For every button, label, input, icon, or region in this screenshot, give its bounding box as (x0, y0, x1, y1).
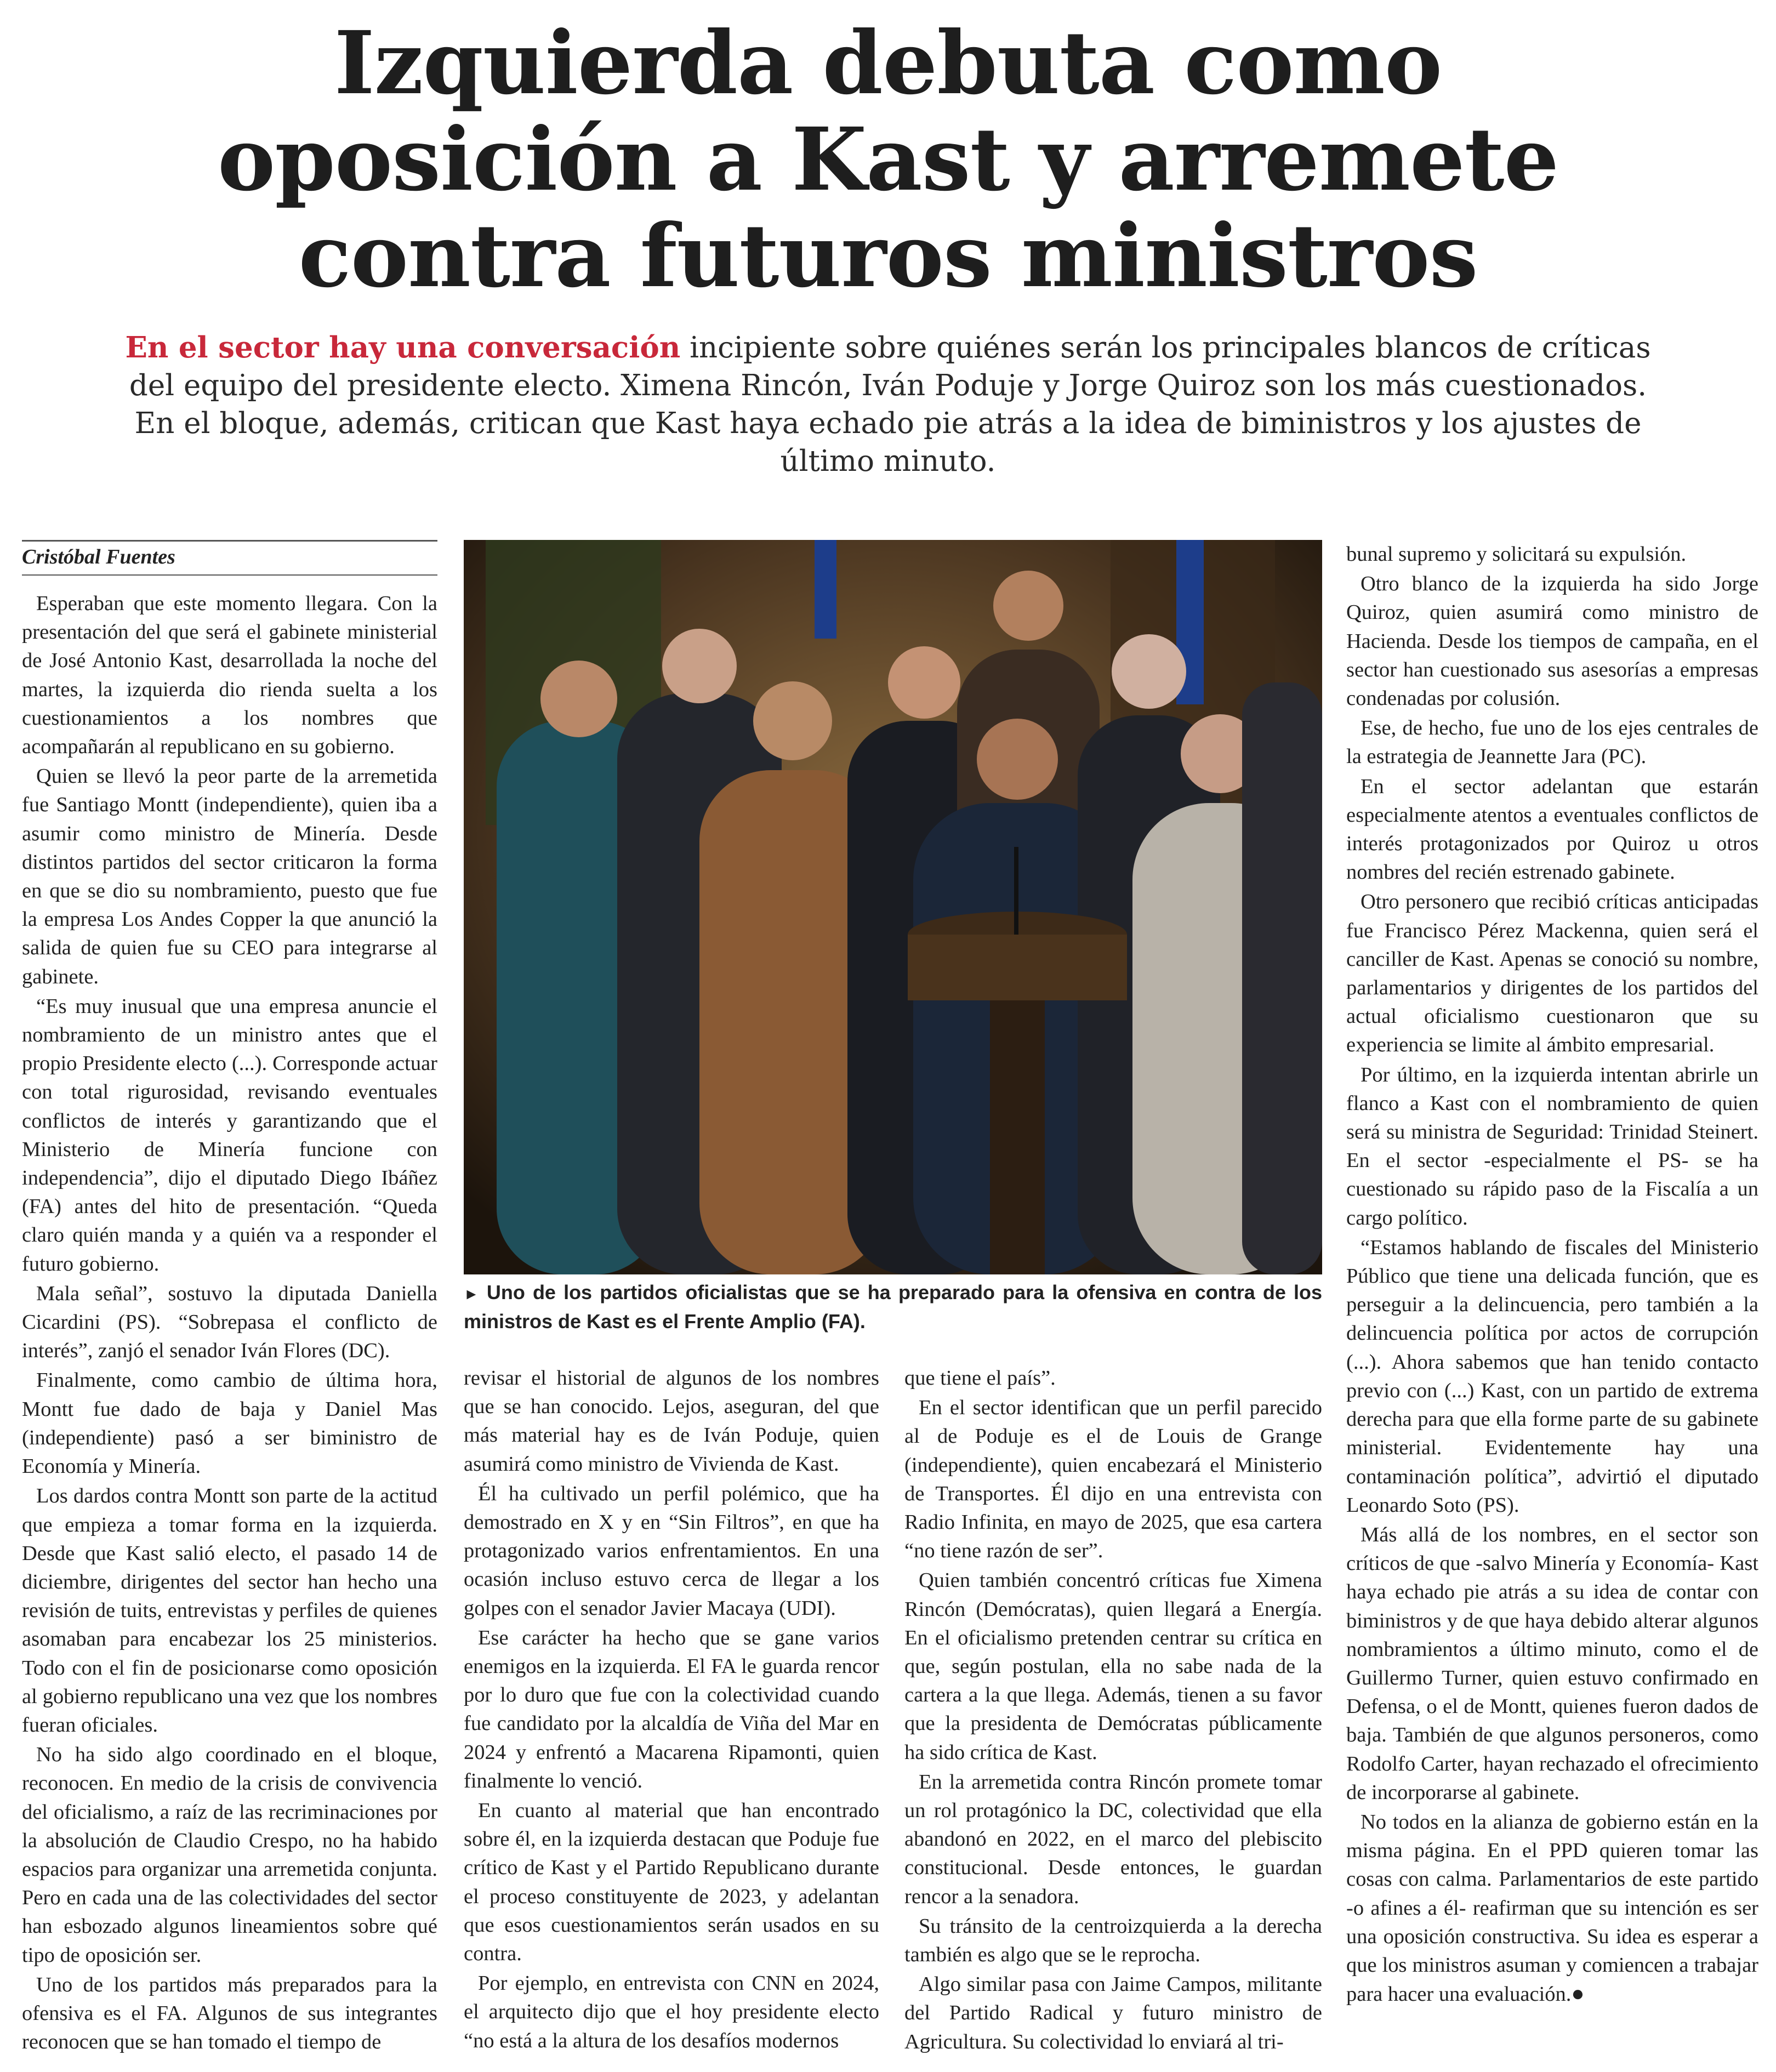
deck (121, 329, 1655, 480)
deck-lead: En el sector hay una conversación (125, 331, 681, 365)
paragraph: Su tránsito de la centroizquierda a la derecha también es algo que se le reprocha. (904, 1914, 1322, 1967)
column-2 (464, 1364, 879, 2056)
paragraph: bunal supremo y solicitará su expulsión. (1346, 543, 1687, 566)
end-mark-icon: ● (1571, 1981, 1585, 2006)
deck-text: incipiente sobre quiénes serán los principales blancos de críticas del equipo del presidente electo. Ximena Rincón, Iván Poduje y Jorge Quiroz son los más cuestionados. En el bloque, además, critican que Kast haya echado pie atrás a la idea de biministros y los ajustes de último minuto. (129, 331, 1651, 478)
paragraph: No ha sido algo coordinado en el bloque, reconocen. En medio de la crisis de convivencia del oficialismo, a raíz de las recriminaciones por la absolución de Claudio Crespo, no ha habido espacios para organizar una arremetida conjunta. Pero en cada una de las colectividades del sector han esbozado algunos lineamientos sobre qué tipo de oposición ser. (22, 1743, 437, 1967)
paragraph: Esperaban que este momento llegara. Con la presentación del que será el gabinete ministerial de José Antonio Kast, desarrollada la noche del martes, la izquierda dio rienda suelta a los cuestionamientos a los nombres que acompañarán al republicano en su gobierno. (22, 592, 437, 759)
paragraph: Otro personero que recibió críticas anticipadas fue Francisco Pérez Mackenna, quien será el canciller de Kast. Apenas se conoció su nombre, parlamentarios y dirigentes de los partidos del actual oficialismo cuestionaron que su experiencia se limite al ámbito empresarial. (1346, 890, 1758, 1057)
caption-text: Uno de los partidos oficialistas que se ha preparado para la ofensiva en contra de los ministros de Kast es el Frente Amplio (FA). (464, 1281, 1322, 1333)
paragraph: Ese carácter ha hecho que se gane varios enemigos en la izquierda. El FA le guarda rencor por lo duro que fue con la colectividad cuando fue candidato por la alcaldía de Viña del Mar en 2024 y enfrentó a Macarena Ripamonti, quien finalmente lo venció. (464, 1626, 879, 1792)
headline-line-3: contra futuros ministros (298, 206, 1478, 307)
paragraph: Algo similar pasa con Jaime Campos, militante del Partido Radical y futuro ministro de Agricultura. Su colectividad lo enviará al tri- (904, 1973, 1322, 2053)
article-photo (464, 540, 1322, 1274)
paragraph: Él ha cultivado un perfil polémico, que ha demostrado en X y en “Sin Filtros”, en que ha protagonizado varios enfrentamientos. En una ocasión incluso estuvo cerca de llegar a los golpes con el senador Javier Macaya (UDI). (464, 1482, 879, 1620)
column-4 (1346, 540, 1758, 2010)
paragraph: En cuanto al material que han encontrado sobre él, en la izquierda destacan que Poduje fue crítico de Kast y el Partido Republicano durante el proceso constituyente de 2023, y adelantan que esos cuestionamientos serán usados en su contra. (464, 1799, 879, 1966)
paragraph: En el sector adelantan que estarán especialmente atentos a eventuales conflictos de interés protagonizados por Quiroz u otros nombres del recién estrenado gabinete. (1346, 775, 1758, 884)
paragraph: Por ejemplo, en entrevista con CNN en 2024, el arquitecto dijo que el hoy presidente electo “no está a la altura de los desafíos modernos (464, 1972, 879, 2052)
photo-illustration (464, 540, 1322, 1274)
paragraph: En la arremetida contra Rincón promete tomar un rol protagónico la DC, colectividad que ella abandonó en 2022, en el marco del plebiscito constitucional. Desde entonces, le guardan rencor a la senadora. (904, 1770, 1322, 1908)
paragraph: Finalmente, como cambio de última hora, Montt fue dado de baja y Daniel Mas (independiente) pasó a ser biministro de Economía y Minería. (22, 1369, 437, 1478)
paragraph: Los dardos contra Montt son parte de la actitud que empieza a tomar forma en la izquierda. Desde que Kast salió electo, el pasado 14 de diciembre, dirigentes del sector han hecho una revisión de tuits, entrevistas y perfiles de quienes asomaban para encabezar los 25 ministerios. Todo con el fin de posicionarse como oposición al gobierno republicano una vez que los nombres fueran oficiales. (22, 1484, 437, 1737)
paragraph: Más allá de los nombres, en el sector son críticos de que -salvo Minería y Economía- Kast haya echado pie atrás a su idea de contar con biministros y de que haya debido alterar algunos nombramientos a último minuto, como el de Guillermo Turner, quien estuvo confirmado en Defensa, o el de Montt, quienes fueron dados de baja. También de que algunos personeros, como Rodolfo Carter, hayan rechazado el ofrecimiento de incorporarse al gabinete. (1346, 1523, 1758, 1804)
headline-line-2: oposición a Kast y arremete (217, 109, 1559, 210)
paragraph: Uno de los partidos más preparados para la ofensiva es el FA. Algunos de sus integrantes reconocen que se han tomado el tiempo de (22, 1973, 437, 2054)
caption-triangle-icon: ► (464, 1285, 479, 1302)
headline-line-1: Izquierda debuta como (334, 13, 1442, 114)
column-3 (904, 1364, 1322, 2057)
byline-bottom-rule (22, 574, 437, 576)
paragraph: Quien se llevó la peor parte de la arremetida fue Santiago Montt (independiente), quien iba a asumir como ministro de Minería. Desde distintos partidos del sector criticaron la forma en que se dio su nombramiento, puesto que fue la empresa Los Andes Copper la que anunció la salida de quien fue su CEO para integrarse al gabinete. (22, 765, 437, 988)
column-1 (22, 589, 437, 2057)
paragraph: “Estamos hablando de fiscales del Ministerio Público que tiene una delicada función, que es perseguir a la delincuencia, pero también a la delincuencia política por actos de corrupción (...). Ahora sabemos que han tenido contacto previo con (...) Kast, con un partido de extrema derecha para que ella forme parte de su gabinete ministerial. Evidentemente hay una contaminación política”, advirtió el diputado Leonardo Soto (PS). (1346, 1236, 1758, 1517)
byline: Cristóbal Fuentes (22, 545, 175, 568)
byline-block (22, 540, 437, 576)
paragraph: Quien también concentró críticas fue Ximena Rincón (Demócratas), quien llegará a Energía. En el oficialismo pretenden centrar su crítica en que, según postulan, ella no sabe nada de la cartera a la que llega. Además, tienen a su favor que la presidenta de Demócratas públicamente ha sido crítica de Kast. (904, 1569, 1322, 1764)
paragraph: En el sector identifican que un perfil parecido al de Poduje es el de Louis de Grange (independiente), quien encabezará el Ministerio de Transportes. Él dijo en una entrevista con Radio Infinita, en mayo de 2025, que esa cartera “no tiene razón de ser”. (904, 1396, 1322, 1563)
paragraph: revisar el historial de algunos de los nombres que se han conocido. Lejos, aseguran, del que más material hay es de Iván Poduje, quien asumirá como ministro de Vivienda de Kast. (464, 1367, 879, 1476)
paragraph: que tiene el país”. (904, 1367, 1056, 1390)
paragraph: Mala señal”, sostuvo la diputada Daniella Cicardini (PS). “Sobrepasa el conflicto de interés”, zanjó el senador Iván Flores (DC). (22, 1282, 437, 1363)
paragraph: Por último, en la izquierda intentan abrirle un flanco a Kast con el nombramiento de quien será su ministra de Seguridad: Trinidad Steinert. En el sector -especialmente el PS- se ha cuestionado su rápido paso de la Fiscalía a un cargo político. (1346, 1063, 1758, 1229)
paragraph: “Es muy inusual que una empresa anuncie el nombramiento de un ministro antes que el propio Presidente electo (...). Corresponde actuar con total rigurosidad, revisando eventuales conflictos de interés y garantizando que el Ministerio de Minería funcione con independencia”, dijo el diputado Diego Ibáñez (FA) antes del hito de presentación. “Queda claro quién manda y a quién va a responder el futuro gobierno. (22, 994, 437, 1276)
paragraph: Ese, de hecho, fue uno de los ejes centrales de la estrategia de Jeannette Jara (PC). (1346, 716, 1758, 769)
paragraph: Otro blanco de la izquierda ha sido Jorge Quiroz, quien asumirá como ministro de Hacienda. Desde los tiempos de campaña, en el sector han cuestionado sus asesorías a empresas condenadas por colusión. (1346, 572, 1758, 710)
paragraph: No todos en la alianza de gobierno están en la misma página. En el PPD quieren tomar las cosas con calma. Parlamentarios de este partido -o afines a él- reafirman que su intención es ser una oposición constructiva. Su idea es esperar a que los ministros asuman y comiencen a trabajar para hacer una evaluación.● (1346, 1810, 1758, 2006)
photo-caption (464, 1279, 1322, 1335)
headline (137, 15, 1639, 305)
